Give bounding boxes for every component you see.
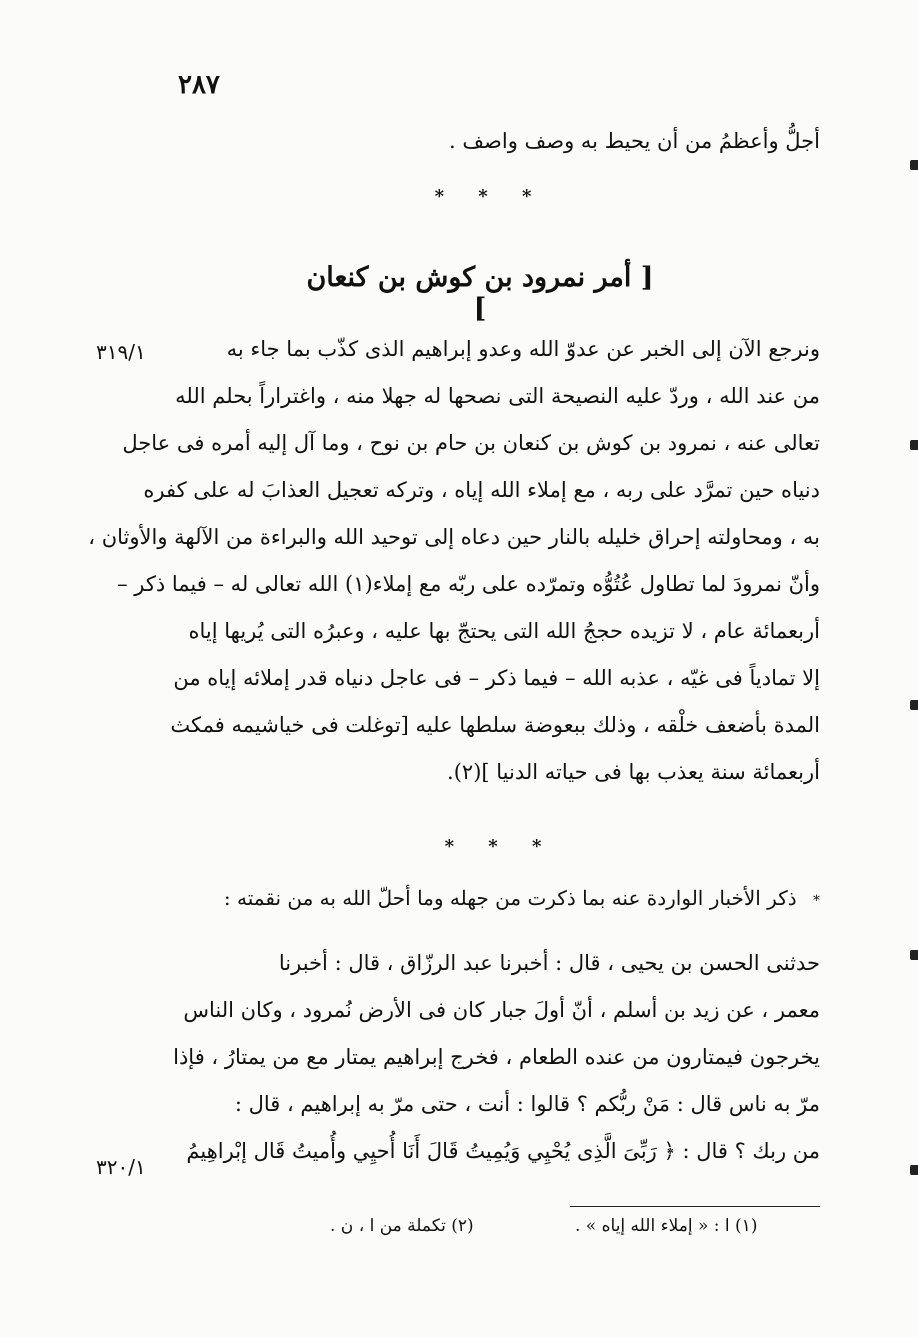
page-number: ٢٨٧: [178, 70, 220, 100]
paragraph-1-line: من عند الله ، وردّ عليه النصيحة التى نصحها له جهلا منه ، واغتراراً بحلم الله: [175, 384, 820, 408]
footnote-2: (٢) تكملة من ا ، ن .: [330, 1216, 474, 1236]
intro-bullet: *: [813, 893, 820, 909]
margin-reference-2: ٣٢٠/١: [96, 1155, 146, 1179]
paragraph-2-line: يخرجون فيمتارون من عنده الطعام ، فخرج إبراهيم يمتار مع من يمتارُ ، فإذا: [173, 1045, 820, 1069]
separator-stars-2: * * *: [444, 836, 556, 857]
paragraph-1-line: دنياه حين تمرَّد على ربه ، مع إملاء الله إياه ، وتركه تعجيل العذابَ له على كفره: [143, 478, 820, 502]
page-edge-mark: [910, 950, 918, 960]
page-edge-mark: [910, 700, 918, 710]
top-line: أجلُّ وأعظمُ من أن يحيط به وصف واصف .: [448, 129, 820, 153]
paragraph-2: [170, 940, 820, 1175]
top-line-block: [170, 118, 820, 165]
paragraph-1-line: ونرجع الآن إلى الخبر عن عدوّ الله وعدو إبراهيم الذى كذّب بما جاء به: [226, 337, 820, 361]
footnote-1: (١) ا : « إملاء الله إياه » .: [575, 1216, 758, 1236]
paragraph-1-line: إلا تمادياً فى غيّه ، عذبه الله – فيما ذكر – فى عاجل دنياه قدر إملائه إياه من: [173, 666, 820, 690]
page-edge-mark: [910, 440, 918, 450]
paragraph-2-line: من ربك ؟ قال : ﴿ رَبِّىَ الَّذِى يُحْيِي وَيُمِيتُ قَالَ أَنَا أُحيِي وأُميتُ قَال إبْراهِيمُ: [186, 1139, 820, 1163]
section-intro: [170, 880, 820, 919]
paragraph-1-line: وأنّ نمرودَ لما تطاول عُتُوُّه وتمرّده على ربّه مع إملاء(١) الله تعالى له – فيما ذكر –: [117, 572, 820, 596]
page-edge-mark: [910, 1165, 918, 1175]
paragraph-2-line: معمر ، عن زيد بن أسلم ، أنّ أولَ جبار كان فى الأرض نُمرود ، وكان الناس: [183, 998, 820, 1022]
paragraph-1-line: أربعمائة سنة يعذب بها فى حياته الدنيا ](٢).: [447, 760, 820, 784]
section-intro-text: ذكر الأخبار الواردة عنه بما ذكرت من جهله وما أحلّ الله به من نقمته :: [223, 886, 797, 910]
separator-stars-1: * * *: [434, 186, 546, 207]
margin-reference-1: ٣١٩/١: [96, 340, 146, 364]
paragraph-2-line: مرّ به ناس قال : مَنْ ربُّكم ؟ قالوا : أنت ، حتى مرّ به إبراهيم ، قال :: [234, 1092, 820, 1116]
section-title: [ أمر نمرود بن كوش بن كنعان ]: [306, 262, 654, 324]
paragraph-1-line: به ، ومحاولته إحراق خليله بالنار حين دعاه إلى توحيد الله والبراءة من الآلهة والأوثان ،: [88, 525, 820, 549]
paragraph-1-line: أربعمائة عام ، لا تزيده حججُ الله التى يحتجّ بها عليه ، وعبرُه التى يُريها إياه: [188, 619, 820, 643]
footnote-divider: [570, 1206, 820, 1207]
paragraph-2-line: حدثنى الحسن بن يحيى ، قال : أخبرنا عبد الرزّاق ، قال : أخبرنا: [278, 951, 820, 975]
paragraph-1-line: المدة بأضعف خلْقه ، وذلك ببعوضة سلطها عليه [توغلت فى خياشيمه فمكث: [170, 713, 820, 737]
paragraph-1-line: تعالى عنه ، نمرود بن كوش بن كنعان بن حام بن نوح ، وما آل إليه أمره فى عاجل: [122, 431, 820, 455]
page-edge-mark: [910, 160, 918, 170]
